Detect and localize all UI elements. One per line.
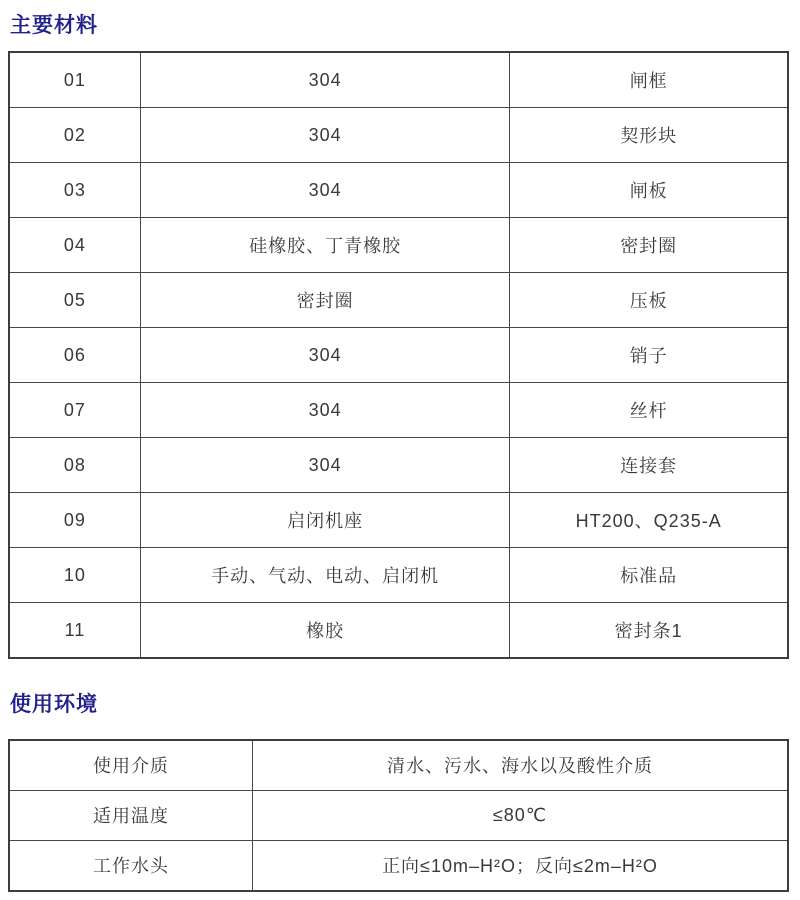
table-row bbox=[9, 603, 788, 659]
environment-value: 正向≤10m–H²O；反向≤2m–H²O bbox=[252, 840, 788, 891]
material-part: HT200、Q235-A bbox=[510, 493, 788, 548]
material-composition: 手动、气动、电动、启闭机 bbox=[140, 548, 510, 603]
material-composition: 启闭机座 bbox=[140, 493, 510, 548]
material-part: 密封条1 bbox=[510, 603, 788, 659]
environment-section-title: 使用环境 bbox=[10, 693, 98, 717]
table-row bbox=[9, 273, 788, 328]
table-row bbox=[9, 163, 788, 218]
table-row bbox=[9, 438, 788, 493]
material-composition: 304 bbox=[140, 328, 510, 383]
table-row bbox=[9, 108, 788, 163]
table-row bbox=[9, 493, 788, 548]
material-part: 连接套 bbox=[510, 438, 788, 493]
material-part: 契形块 bbox=[510, 108, 788, 163]
material-no: 08 bbox=[9, 438, 140, 493]
environment-label: 工作水头 bbox=[9, 840, 252, 891]
material-no: 06 bbox=[9, 328, 140, 383]
material-no: 10 bbox=[9, 548, 140, 603]
material-no: 03 bbox=[9, 163, 140, 218]
materials-table bbox=[8, 51, 789, 659]
table-row bbox=[9, 790, 788, 840]
material-no: 02 bbox=[9, 108, 140, 163]
material-part: 压板 bbox=[510, 273, 788, 328]
material-composition: 304 bbox=[140, 108, 510, 163]
material-no: 05 bbox=[9, 273, 140, 328]
materials-section-title: 主要材料 bbox=[10, 14, 98, 37]
table-row bbox=[9, 218, 788, 273]
material-no: 01 bbox=[9, 52, 140, 108]
table-row bbox=[9, 328, 788, 383]
material-part: 销子 bbox=[510, 328, 788, 383]
table-row bbox=[9, 52, 788, 108]
material-no: 07 bbox=[9, 383, 140, 438]
material-part: 闸板 bbox=[510, 163, 788, 218]
material-composition: 硅橡胶、丁青橡胶 bbox=[140, 218, 510, 273]
table-row bbox=[9, 740, 788, 791]
environment-value: ≤80℃ bbox=[252, 790, 788, 840]
environment-label: 适用温度 bbox=[9, 790, 252, 840]
material-part: 闸框 bbox=[510, 52, 788, 108]
material-part: 密封圈 bbox=[510, 218, 788, 273]
material-composition: 密封圈 bbox=[140, 273, 510, 328]
table-row bbox=[9, 548, 788, 603]
material-no: 11 bbox=[9, 603, 140, 659]
environment-table bbox=[8, 739, 789, 892]
material-composition: 304 bbox=[140, 383, 510, 438]
environment-value: 清水、污水、海水以及酸性介质 bbox=[252, 740, 788, 791]
environment-label: 使用介质 bbox=[9, 740, 252, 791]
material-no: 04 bbox=[9, 218, 140, 273]
material-part: 标准品 bbox=[510, 548, 788, 603]
table-row bbox=[9, 840, 788, 891]
material-composition: 304 bbox=[140, 52, 510, 108]
material-composition: 304 bbox=[140, 163, 510, 218]
material-no: 09 bbox=[9, 493, 140, 548]
material-composition: 304 bbox=[140, 438, 510, 493]
table-row bbox=[9, 383, 788, 438]
material-composition: 橡胶 bbox=[140, 603, 510, 659]
material-part: 丝杆 bbox=[510, 383, 788, 438]
